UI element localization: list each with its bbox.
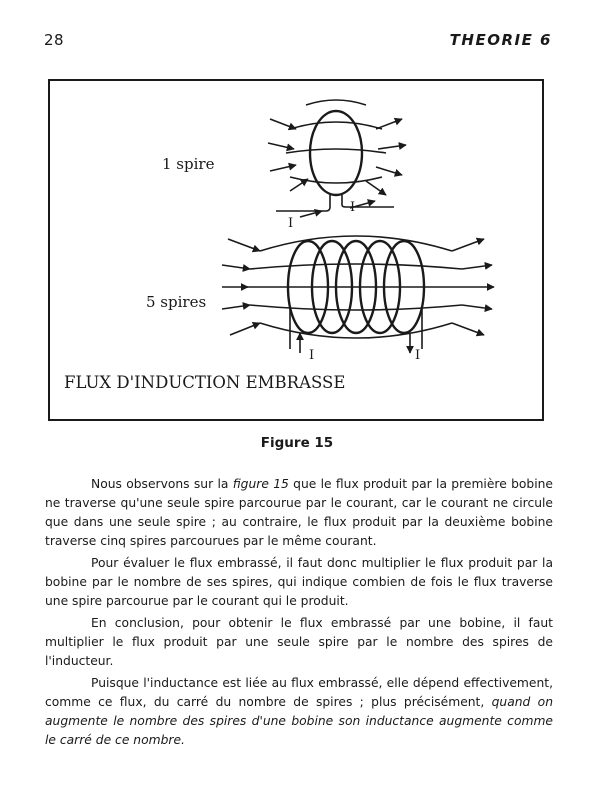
p4-text: Puisque l'inductance est liée au flux embrassé, elle dépend effectivement, comme ce flux, du carré du nombre de spires ; plus précisément,: [45, 676, 553, 709]
figure-caption: Figure 15: [260, 435, 334, 451]
figure-frame: [48, 79, 544, 421]
p1-text: Nous observons sur la: [91, 477, 233, 491]
current-label-4: I: [415, 348, 421, 363]
paragraph-2: Pour évaluer le flux embrassé, il faut donc multiplier le flux produit par la bobine par le nombre de ses spires, qui indique combien de fois le flux traverse une spire parcourue par le courant qui le produit.: [45, 556, 553, 608]
figure-title: FLUX D'INDUCTION EMBRASSE: [64, 373, 346, 392]
page-number: 28: [44, 31, 65, 49]
five-turns-label: 5 spires: [146, 293, 207, 311]
current-label-1: I: [288, 216, 294, 231]
body-text: [45, 475, 553, 753]
paragraph-1: [45, 475, 553, 551]
one-turn-label: 1 spire: [162, 155, 215, 173]
paragraph-3: En conclusion, pour obtenir le flux embrassé par une bobine, il faut multiplier le flux produit par une seule spire par le nombre des spires de l'inducteur.: [45, 616, 553, 668]
p1-text-end: que le flux produit par la première bobine ne traverse qu'une seule spire parcourue par le courant, car le courant ne circule que dans une seule spire ; au contraire, le flux produit par la deuxième bobine traverse cinq spires parcourues par le même courant.: [45, 477, 553, 548]
running-header: THEORIE 6: [449, 31, 552, 49]
p4-emphasis: quand on augmente le nombre des spires d'une bobine son inductance augmente comme le carré de ce nombre.: [45, 695, 553, 747]
paragraph-4: [45, 674, 553, 750]
figure-reference: figure 15: [232, 477, 289, 491]
coil-flux-illustration: [50, 81, 542, 419]
current-label-2: I: [350, 200, 356, 215]
current-label-3: I: [309, 348, 315, 363]
